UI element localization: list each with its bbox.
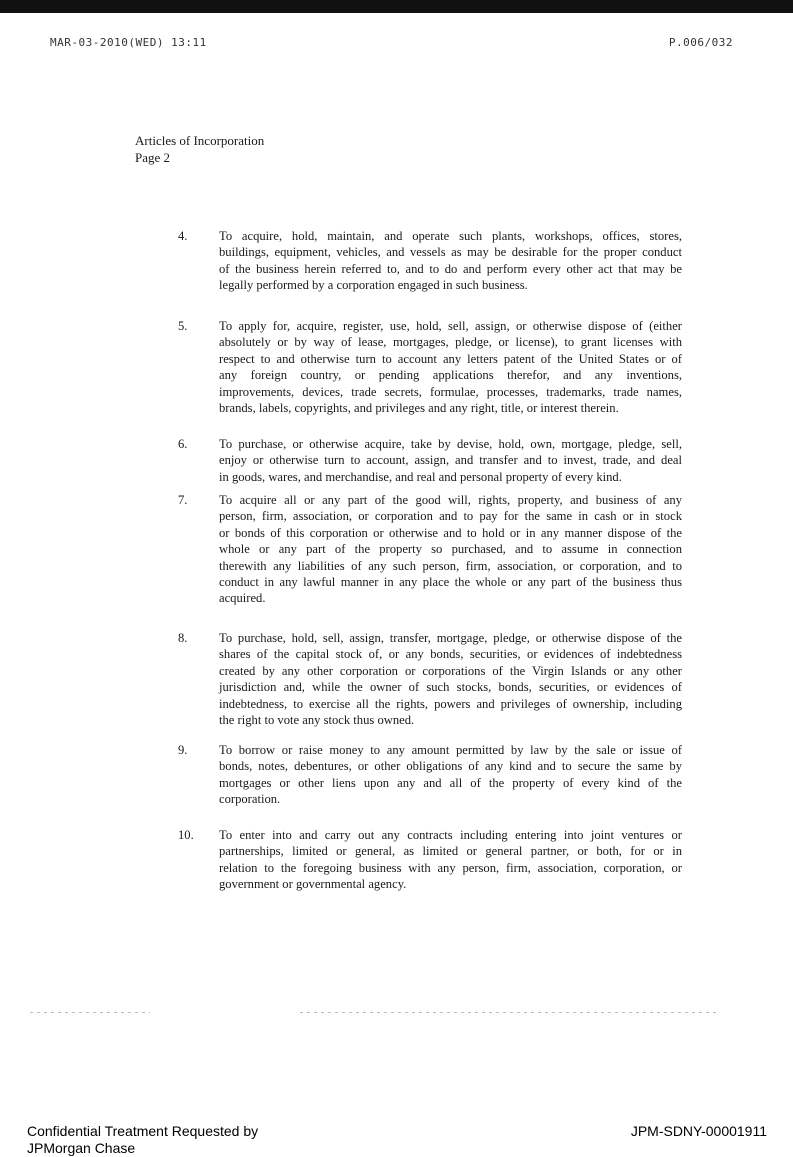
text-line: To enter into and carry out any contracts including entering into joint ventures or: [219, 828, 682, 842]
confidential-line-2: JPMorgan Chase: [27, 1140, 136, 1156]
fax-page-number: P.006/032: [668, 36, 733, 49]
item-number: 10.: [178, 828, 194, 842]
text-line: brands, labels, copyrights, and privileges and any right, title, or interest therein.: [219, 401, 619, 416]
text-line: To purchase, or otherwise acquire, take by devise, hold, own, mortgage, pledge, sell,: [219, 437, 682, 451]
document-title: Articles of Incorporation: [135, 133, 265, 148]
fax-timestamp: MAR-03-2010(WED) 13:11: [50, 36, 207, 49]
text-line: mortgages or other liens upon any and all of the property of every kind of the: [219, 775, 682, 790]
item-number: 4.: [178, 229, 188, 243]
text-line: therewith any liabilities of any such person, firm, association, or corporation, and to: [219, 558, 682, 573]
text-line: bonds, notes, debentures, or other obligations of any kind and to secure the same by: [219, 759, 682, 774]
text-line: any foreign country, or pending applications therefor, and any inventions,: [219, 368, 682, 383]
text-line: indebtedness, to exercise all the rights, powers and privileges of ownership, including: [219, 696, 682, 711]
text-line: or bonds of this corporation or otherwise and to hold or in any manner dispose of the: [219, 525, 682, 540]
item-text: [219, 228, 682, 294]
text-line: buildings, equipment, vehicles, and vessels as may be desirable for the proper conduct: [219, 245, 682, 260]
text-line: relation to the foregoing business with any person, firm, association, corporation, or: [219, 860, 682, 875]
item-number: 6.: [178, 437, 188, 451]
text-line: improvements, devices, trade secrets, formulae, processes, trademarks, trade names,: [219, 384, 682, 399]
text-line: legally performed by a corporation engaged in such business.: [219, 278, 528, 293]
text-line: whole or any part of the property so purchased, and to assume in connection: [219, 542, 682, 557]
text-line: To acquire, hold, maintain, and operate such plants, workshops, offices, stores,: [219, 229, 682, 243]
text-line: in goods, wares, and merchandise, and real and personal property of every kind.: [219, 469, 622, 484]
text-line: of the business herein referred to, and to do and perform every other act that may be: [219, 261, 682, 276]
text-line: To purchase, hold, sell, assign, transfer, mortgage, pledge, or otherwise dispose of the: [219, 631, 682, 645]
text-line: government or governmental agency.: [219, 877, 407, 892]
text-line: conduct in any lawful manner in any place the whole or any part of the business thus: [219, 575, 682, 590]
document-page: Page 2: [135, 150, 171, 165]
text-line: shares of the capital stock of, or any bonds, securities, or evidences of indebtedness: [219, 647, 682, 662]
text-line: acquired.: [219, 591, 266, 606]
item-text: [219, 827, 682, 893]
fax-top-bar: [0, 0, 793, 13]
item-number: 8.: [178, 631, 188, 645]
item-number: 5.: [178, 319, 188, 333]
item-number: 7.: [178, 493, 188, 507]
item-text: [219, 492, 682, 607]
scan-artifact: [300, 1012, 720, 1013]
scan-artifact: [30, 1012, 150, 1013]
confidential-line-1: Confidential Treatment Requested by: [27, 1123, 259, 1139]
text-line: To borrow or raise money to any amount permitted by law by the sale or issue of: [219, 743, 682, 757]
text-line: absolutely or by way of lease, mortgages, pledge, or license), to grant licenses with: [219, 335, 682, 350]
text-line: created by any other corporation or corporations of the Virgin Islands or any other: [219, 663, 682, 678]
item-text: [219, 318, 682, 416]
text-line: jurisdiction and, while the owner of such stocks, bonds, securities, or evidences of: [219, 680, 682, 695]
text-line: person, firm, association, or corporation and to pay for the same in cash or in stock: [219, 509, 682, 524]
confidential-notice: [27, 1123, 258, 1157]
item-text: [219, 630, 682, 728]
text-line: partnerships, limited or general, as limited or general partner, or both, for or in: [219, 844, 682, 859]
item-text: [219, 436, 682, 485]
bates-number: JPM-SDNY-00001911: [630, 1123, 767, 1139]
item-number: 9.: [178, 743, 188, 757]
text-line: corporation.: [219, 792, 281, 807]
text-line: the right to vote any stock thus owned.: [219, 713, 415, 728]
item-text: [219, 742, 682, 808]
text-line: enjoy or otherwise turn to account, assign, and transfer and to invest, trade, and deal: [219, 453, 682, 468]
document-heading: [135, 132, 264, 166]
text-line: To apply for, acquire, register, use, hold, sell, assign, or otherwise dispose of (either: [219, 319, 682, 333]
text-line: To acquire all or any part of the good will, rights, property, and business of any: [219, 493, 682, 507]
text-line: respect to and otherwise turn to account any letters patent of the United States or of: [219, 351, 682, 366]
